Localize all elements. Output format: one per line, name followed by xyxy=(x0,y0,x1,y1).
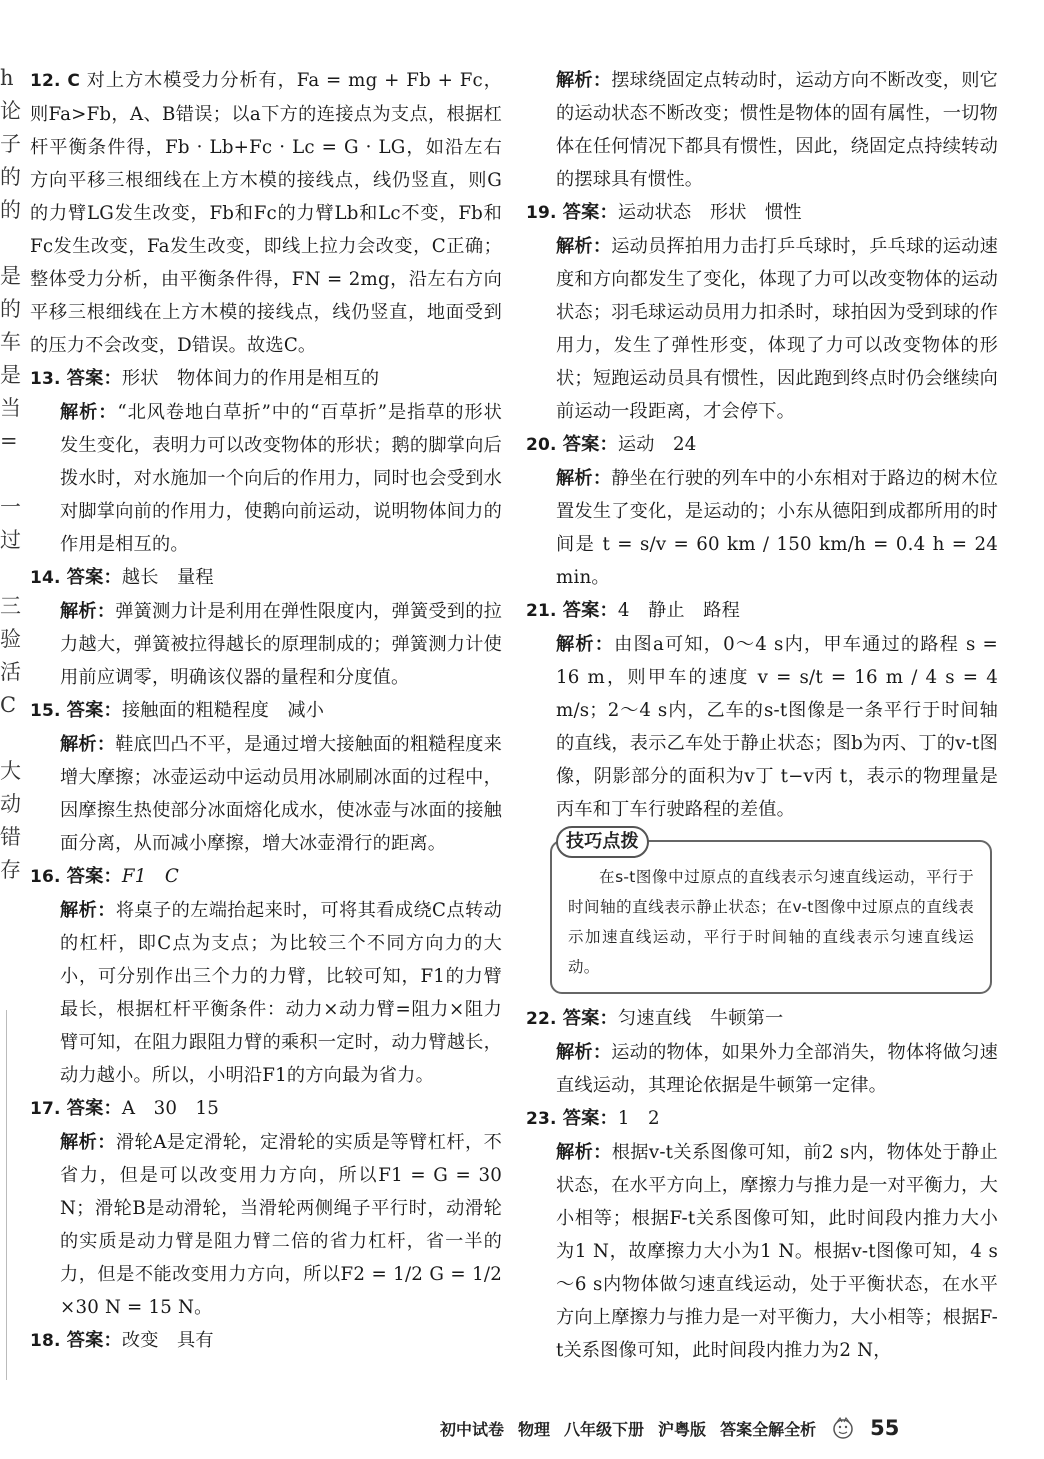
answer-text: 运动 24 xyxy=(617,434,697,455)
explanation-text: 鞋底凹凸不平，是通过增大接触面的粗糙程度来增大摩擦；冰壶运动中运动员用冰刷刷冰面的过程中，因摩擦生热使部分冰面熔化成水，使冰壶与冰面的接触面分离，从而减小摩擦，增大冰壶滑行的距离。 xyxy=(60,734,503,854)
answer-text: 改变 具有 xyxy=(121,1330,214,1351)
explanation-label: 解析： xyxy=(60,402,118,423)
tip-title: 技巧点拨 xyxy=(556,826,649,858)
gutter-divider xyxy=(6,1010,7,1380)
gutter-char: 当 xyxy=(0,396,21,420)
gutter-char: 三 xyxy=(0,594,21,618)
question-number: 22. xyxy=(526,1009,557,1029)
question-number: 19. xyxy=(526,203,557,223)
explanation-text: 滑轮A是定滑轮，定滑轮的实质是等臂杠杆，不省力，但是可以改变用力方向，所以F1 = G = 30 N；滑轮B是动滑轮，当滑轮两侧绳子平行时，动滑轮的实质是动力臂是阻力臂二倍的省力杠杆，省一半的力，但是不能改变用力方向，所以F2 = 1/2 G = 1/2 ×30 N = 15 N。 xyxy=(60,1132,502,1318)
answer-label: 答案： xyxy=(66,700,122,721)
answer-label: 答案： xyxy=(562,434,618,455)
right-column xyxy=(526,64,998,1367)
answer-text: 接触面的粗糙程度 减小 xyxy=(121,700,325,721)
gutter-char: 动 xyxy=(0,792,21,816)
question-15 xyxy=(30,694,502,860)
answer-text: 形状 物体间力的作用是相互的 xyxy=(121,368,380,389)
gutter-char: 验 xyxy=(0,627,21,651)
gutter-char: 子 xyxy=(0,132,21,156)
gutter-char: 的 xyxy=(0,198,21,222)
answer-label: 答案： xyxy=(562,1008,618,1029)
gutter-char: 是 xyxy=(0,363,21,387)
question-number: 18. xyxy=(30,1331,61,1351)
answer-label: 答案： xyxy=(66,368,122,389)
answer-text: 运动状态 形状 惯性 xyxy=(617,202,802,223)
gutter-char: h xyxy=(0,66,14,90)
gutter-char: 论 xyxy=(0,99,21,123)
footer-series: 初中试卷 xyxy=(440,1419,505,1439)
question-number: 20. xyxy=(526,435,557,455)
question-number: 21. xyxy=(526,601,557,621)
explanation-text: 静坐在行驶的列车中的小东相对于路边的树木位置发生了变化，是运动的；小东从德阳到成都所用的时间是 t = s/v = 60 km / 150 km/h = 0.4 h = 24 min。 xyxy=(556,468,999,588)
explanation-label: 解析： xyxy=(556,236,612,257)
answer-text: 1 2 xyxy=(617,1108,660,1129)
explanation-text: 根据v-t关系图像可知，前2 s内，物体处于静止状态，在水平方向上，摩擦力与推力是一对平衡力，大小相等；根据F-t关系图像可知，此时间段内推力大小为1 N，故摩擦力大小为1 N。根据v-t图像可知，4 s～6 s内物体做匀速直线运动，处于平衡状态，在水平方向上摩擦力与推力是一对平衡力，大小相等；根据F-t关系图像可知，此时间段内推力为2 N， xyxy=(556,1142,998,1361)
gutter-char xyxy=(0,458,22,491)
question-21 xyxy=(526,594,998,826)
gutter-char: 车 xyxy=(0,330,21,354)
gutter-char xyxy=(0,557,22,590)
footer-grade: 八年级下册 xyxy=(564,1419,645,1439)
explanation-label: 解析： xyxy=(60,900,116,921)
explanation-label: 解析： xyxy=(556,1042,612,1063)
explanation-label: 解析： xyxy=(556,70,612,91)
answer-text: A 30 15 xyxy=(121,1098,220,1119)
explanation-label: 解析： xyxy=(556,634,615,655)
question-12 xyxy=(30,64,502,362)
gutter-char: 一 xyxy=(0,495,21,519)
question-13 xyxy=(30,362,502,561)
answer-label: 答案： xyxy=(66,866,122,887)
answer-label: 答案： xyxy=(66,1330,122,1351)
question-number: 17. xyxy=(30,1099,61,1119)
gutter-char: 错 xyxy=(0,825,21,849)
answer-text: F1 C xyxy=(121,866,179,887)
explanation-label: 解析： xyxy=(556,1142,612,1163)
footer-title: 答案全解全析 xyxy=(720,1419,817,1439)
left-margin-fragments xyxy=(0,62,22,1392)
left-column xyxy=(30,64,502,1358)
question-23 xyxy=(526,1102,998,1367)
gutter-char xyxy=(0,227,22,260)
question-16 xyxy=(30,860,502,1092)
answer-label: 答案： xyxy=(66,567,122,588)
question-number: 13. xyxy=(30,369,61,389)
gutter-char: 活 xyxy=(0,660,21,684)
gutter-char: 的 xyxy=(0,297,21,321)
gutter-char: 大 xyxy=(0,759,21,783)
explanation-text: “北风卷地白草折”中的“百草折”是指草的形状发生变化，表明力可以改变物体的形状；鹅的脚掌向后拨水时，对水施加一个向后的作用力，同时也会受到水对脚掌向前的作用力，使鹅向前运动，说明物体间力的作用是相互的。 xyxy=(60,402,503,555)
footer-edition: 沪粤版 xyxy=(658,1419,707,1439)
answer-text: 4 静止 路程 xyxy=(617,600,740,621)
page-footer xyxy=(440,1410,1030,1446)
gutter-char: C xyxy=(0,693,17,717)
gutter-char: 存 xyxy=(0,858,21,882)
explanation-label: 解析： xyxy=(60,1132,116,1153)
answer-label: 答案： xyxy=(562,600,618,621)
answer-text: 越长 量程 xyxy=(121,567,214,588)
explanation-label: 解析： xyxy=(556,468,612,489)
explanation-text: 摆球绕固定点转动时，运动方向不断改变，则它的运动状态不断改变；惯性是物体的固有属性，一切物体在任何情况下都具有惯性，因此，绕固定点持续转动的摆球具有惯性。 xyxy=(556,70,999,190)
explanation-text: 将桌子的左端抬起来时，可将其看成绕C点转动的杠杆，即C点为支点；为比较三个不同方向力的大小，可分别作出三个力的力臂，比较可知，F1的力臂最长，根据杠杆平衡条件：动力×动力臂=阻力×阻力臂可知，在阻力跟阻力臂的乘积一定时，动力臂越长，动力越小。所以，小明沿F1的方向最为省力。 xyxy=(60,900,502,1086)
explanation-text: 由图a可知，0～4 s内，甲车通过的路程 s = 16 m，则甲车的速度 v = s/t = 16 m / 4 s = 4 m/s；2～4 s内，乙车的s-t图像是一条平行于时间轴的直线，表示乙车处于静止状态；图b为丙、丁的v-t图像，阴影部分的面积为v丁 t−v丙 t，表示的物理量是丙车和丁车行驶路程的差值。 xyxy=(556,634,998,820)
mascot-icon xyxy=(830,1415,856,1441)
question-number: 15. xyxy=(30,701,61,721)
question-number: 12. xyxy=(30,71,61,91)
answer-label: 答案： xyxy=(562,1108,618,1129)
question-18-continued xyxy=(526,64,998,196)
tip-box xyxy=(550,831,992,994)
explanation-text: 对上方木模受力分析有，Fa = mg + Fb + Fc，则Fa>Fb，A、B错误；以a下方的连接点为支点，根据杠杆平衡条件得，Fb · Lb+Fc · Lc = G · LG，如沿左右方向平移三根细线在上方木模的接线点，线仍竖直，则G的力臂LG发生改变，Fb和Fc的力臂Lb和Lc不变，Fb和Fc发生改变，Fa发生改变，即线上拉力会改变，C正确；整体受力分析，由平衡条件得，FN = 2mg，沿左右方向平移三根细线在上方木模的接线点，线仍竖直，地面受到的压力不会改变，D错误。故选C。 xyxy=(30,70,503,356)
question-14 xyxy=(30,561,502,694)
question-19 xyxy=(526,196,998,428)
question-number: 14. xyxy=(30,568,61,588)
question-number: 23. xyxy=(526,1109,557,1129)
explanation-text: 运动的物体，如果外力全部消失，物体将做匀速直线运动，其理论依据是牛顿第一定律。 xyxy=(556,1042,999,1096)
footer-subject: 物理 xyxy=(518,1419,551,1439)
tip-text: 在s-t图像中过原点的直线表示匀速直线运动，平行于时间轴的直线表示静止状态；在v-t图像中过原点的直线表示加速直线运动，平行于时间轴的直线表示匀速直线运动。 xyxy=(568,868,974,976)
explanation-text: 运动员挥拍用力击打乒乓球时，乒乓球的运动速度和方向都发生了变化，体现了力可以改变物体的运动状态；羽毛球运动员用力扣杀时，球拍因为受到球的作用力，发生了弹性形变，体现了力可以改变物体的形状；短跑运动员具有惯性，因此跑到终点时仍会继续向前运动一段距离，才会停下。 xyxy=(556,236,999,422)
answer-text: 匀速直线 牛顿第一 xyxy=(617,1008,784,1029)
page-number: 55 xyxy=(870,1416,900,1440)
gutter-char: 的 xyxy=(0,165,21,189)
gutter-char: 过 xyxy=(0,528,21,552)
explanation-label: 解析： xyxy=(60,734,116,755)
explanation-label: 解析： xyxy=(60,601,116,622)
question-18 xyxy=(30,1324,502,1358)
answer-label: 答案： xyxy=(66,1098,122,1119)
question-22 xyxy=(526,1002,998,1102)
explanation-text: 弹簧测力计是利用在弹性限度内，弹簧受到的拉力越大，弹簧被拉得越长的原理制成的；弹簧测力计使用前应调零，明确该仪器的量程和分度值。 xyxy=(60,601,503,688)
question-20 xyxy=(526,428,998,594)
question-17 xyxy=(30,1092,502,1324)
gutter-char: 是 xyxy=(0,264,21,288)
answer-label: 答案： xyxy=(562,202,618,223)
gutter-char xyxy=(0,722,22,755)
answer-letter: C xyxy=(67,71,81,91)
gutter-char: = xyxy=(0,429,18,453)
question-number: 16. xyxy=(30,867,61,887)
